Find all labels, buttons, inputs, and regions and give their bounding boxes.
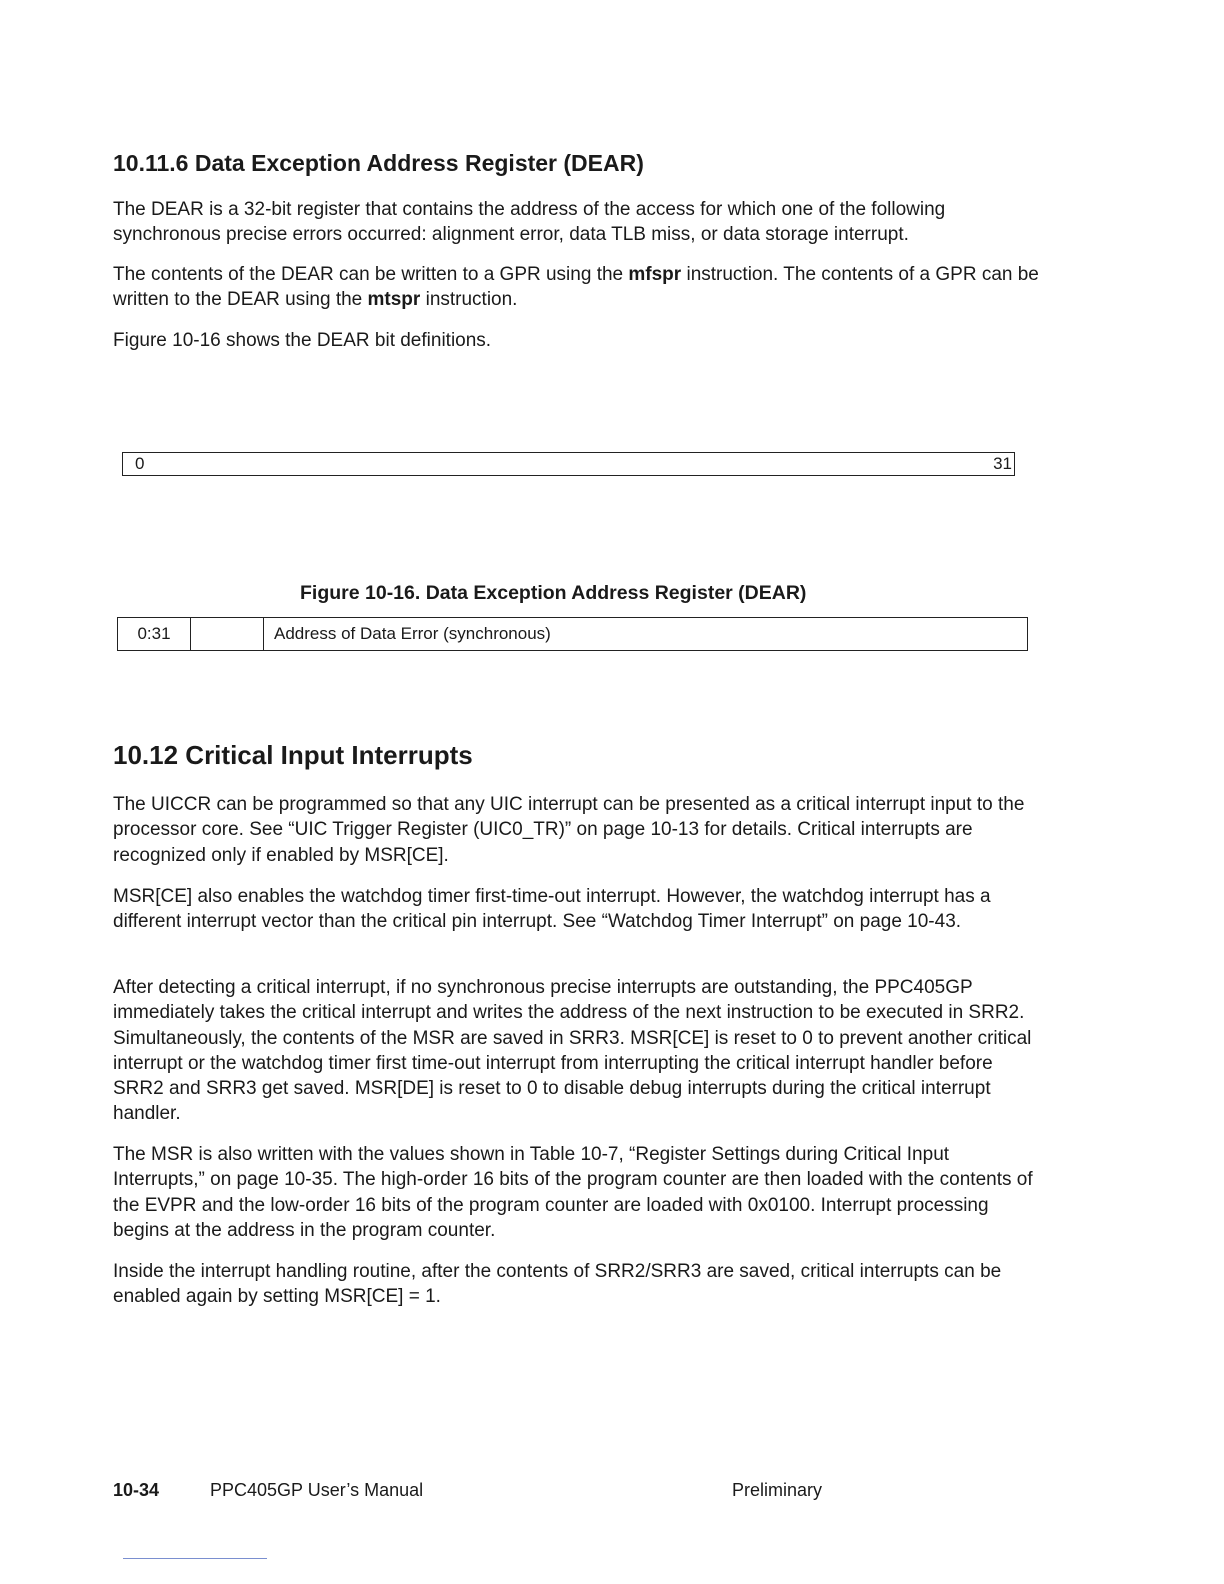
text-run: The contents of the DEAR can be written to a GPR using the: [113, 264, 629, 285]
text-run: instruction.: [420, 289, 518, 311]
section-heading-dear: 10.11.6 Data Exception Address Register (DEAR): [113, 150, 644, 176]
description-cell: Address of Data Error (synchronous): [264, 618, 1028, 651]
instruction-mtspr: mtspr: [367, 289, 421, 311]
table-row: [118, 618, 1028, 651]
register-bit-diagram: [122, 452, 1015, 476]
field-name-cell: [191, 618, 264, 651]
manual-title: PPC405GP User’s Manual: [210, 1480, 424, 1500]
field-definition-table: [117, 617, 1028, 651]
figure-caption: Figure 10-16. Data Exception Address Register (DEAR): [300, 582, 807, 604]
paragraph: After detecting a critical interrupt, if no synchronous precise interrupts are outstanding, the PPC405GP immediately takes the critical interrupt and writes the address of the next instruction to be executed in SRR2. Simultaneously, the contents of the MSR are saved in SRR3. MSR[CE] is reset to 0 to prevent another critical interrupt or the watchdog timer first time-out interrupt from interrupting the critical interrupt handler before SRR2 and SRR3 get saved. MSR[DE] is reset to 0 to disable debug interrupts during the critical interrupt handler.: [113, 977, 1032, 1125]
bit-end-label: 31: [993, 454, 1012, 473]
paragraph: The MSR is also written with the values shown in Table 10-7, “Register Settings during Critical Input Interrupts,” on page 10-35. The high-order 16 bits of the program counter are then loaded with the contents of the EVPR and the low-order 16 bits of the program counter are loaded with 0x0100. Interrupt processing begins at the address in the program counter.: [113, 1144, 1033, 1241]
bit-start-label: 0: [135, 454, 145, 473]
divider: [123, 1558, 267, 1559]
page-number: 10-34: [113, 1480, 160, 1500]
document-status: Preliminary: [732, 1480, 823, 1500]
paragraph: Figure 10-16 shows the DEAR bit definitions.: [113, 330, 492, 351]
bits-cell: 0:31: [118, 618, 191, 651]
paragraph: MSR[CE] also enables the watchdog timer first-time-out interrupt. However, the watchdog interrupt has a different interrupt vector than the critical pin interrupt. See “Watchdog Timer Interrupt” on page 10-43.: [113, 886, 991, 933]
paragraph: [113, 262, 1043, 313]
paragraph: Inside the interrupt handling routine, after the contents of SRR2/SRR3 are saved, critical interrupts can be enabled again by setting MSR[CE] = 1.: [113, 1261, 1002, 1308]
section-heading-critical: 10.12 Critical Input Interrupts: [113, 740, 473, 770]
instruction-mfspr: mfspr: [628, 264, 682, 285]
paragraph: The UICCR can be programmed so that any UIC interrupt can be presented as a critical interrupt input to the processor core. See “UIC Trigger Register (UIC0_TR)” on page 10-13 for details. Critical interrupts are recognized only if enabled by MSR[CE].: [113, 794, 1025, 866]
paragraph: The DEAR is a 32-bit register that contains the address of the access for which one of the following synchronous precise errors occurred: alignment error, data TLB miss, or data storage interrupt.: [113, 199, 946, 246]
text-run: instruction. The contents of a GPR can be written to the DEAR using the: [113, 264, 1039, 311]
